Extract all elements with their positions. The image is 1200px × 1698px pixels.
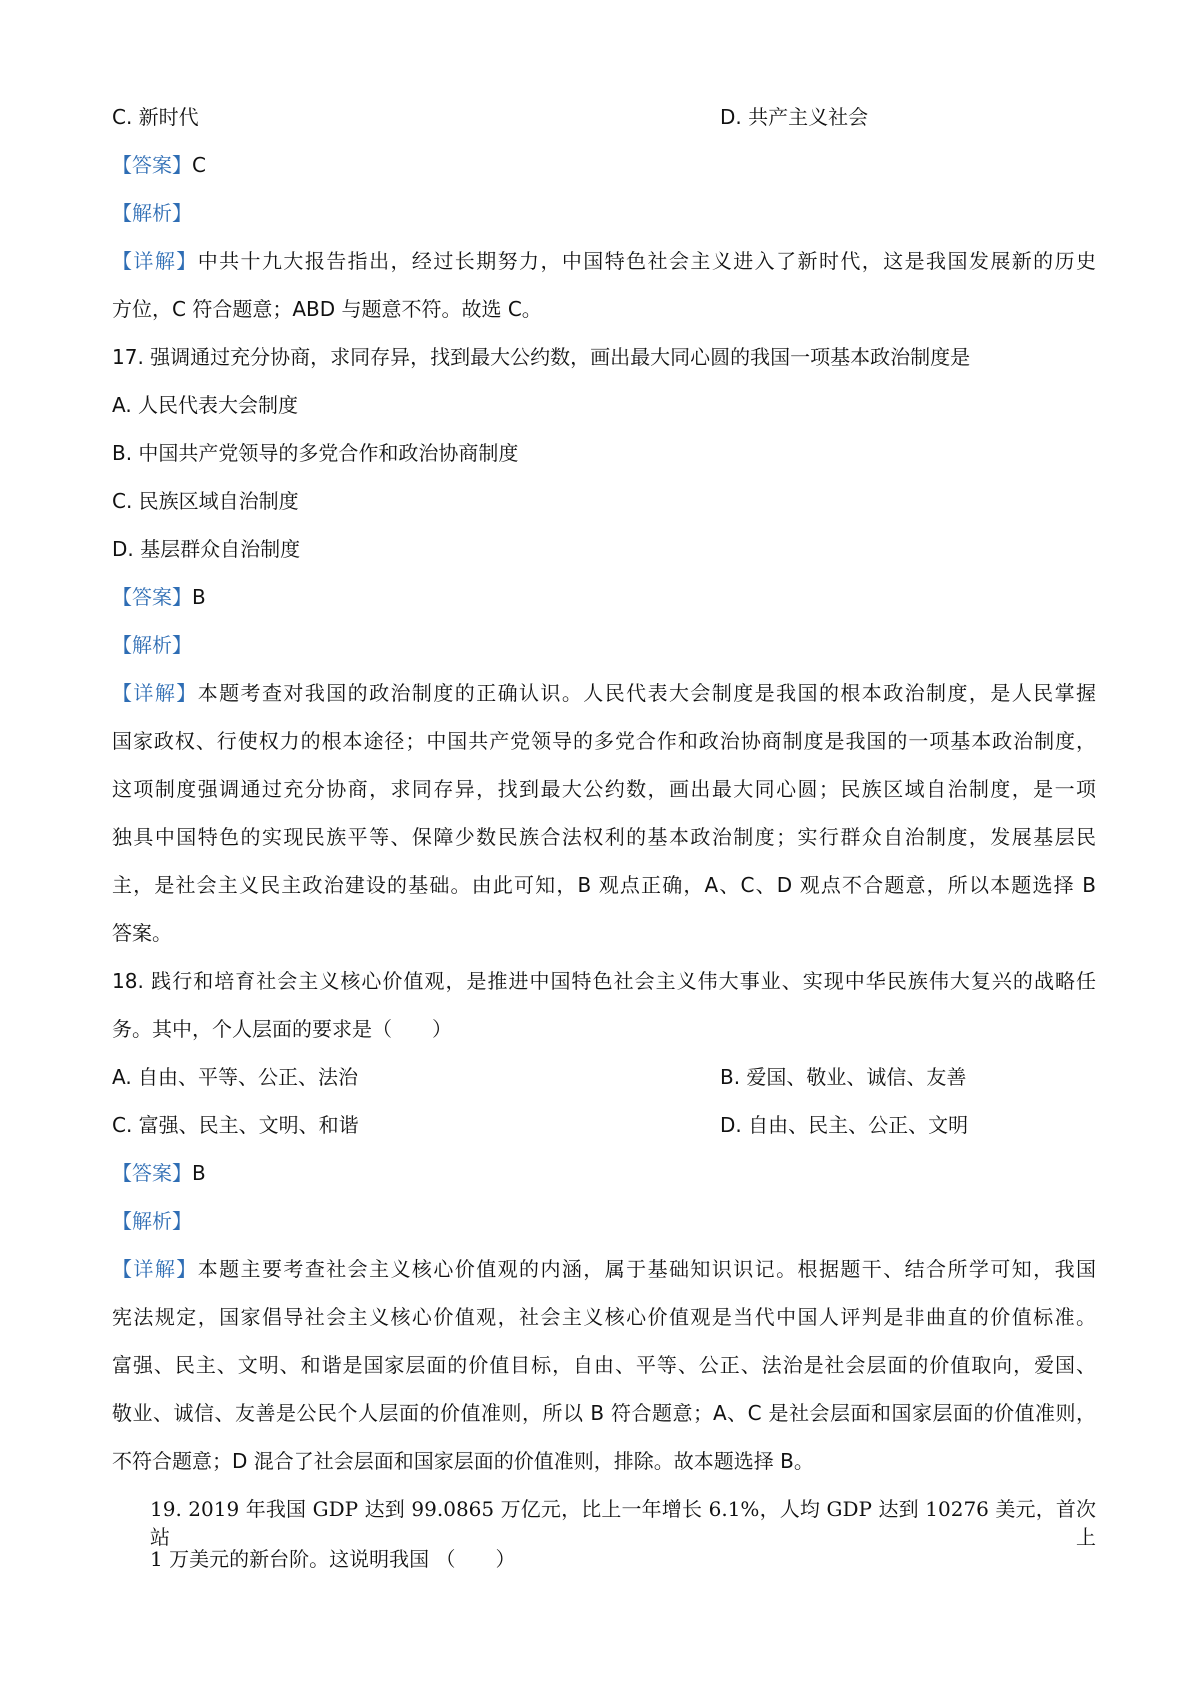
q16-answer: [112, 151, 206, 179]
detail-text: 中共十九大报告指出，经过长期努力，中国特色社会主义进入了新时代，这是我国发展新的历史: [197, 249, 1097, 273]
q18-detail-line: 富强、民主、文明、和谐是国家层面的价值目标，自由、平等、公正、法治是社会层面的价值取向，爱国、: [112, 1353, 1096, 1377]
q16-analysis: [112, 199, 192, 227]
q16-option-c: C. 新时代: [112, 105, 199, 129]
q16-option-row: [112, 103, 869, 131]
q18-analysis: [112, 1207, 192, 1235]
detail-tag: 【详解】: [112, 1257, 198, 1281]
q17-detail-line: [112, 679, 1096, 707]
q18-detail-line: 不符合题意；D 混合了社会层面和国家层面的价值准则，排除。故本题选择 B。: [112, 1449, 814, 1473]
q17-detail-line: 独具中国特色的实现民族平等、保障少数民族合法权利的基本政治制度；实行群众自治制度，发展基层民: [112, 825, 1096, 849]
answer-value: C: [192, 153, 206, 177]
analysis-tag: 【解析】: [112, 201, 192, 225]
answer-tag: 【答案】: [112, 585, 192, 609]
q18-option-b: B. 爱国、敬业、诚信、友善: [720, 1065, 967, 1089]
answer-tag: 【答案】: [112, 1161, 192, 1185]
q16-detail-line: [112, 247, 1096, 275]
q17-option-a: A. 人民代表大会制度: [112, 393, 299, 417]
q17-detail-line: 这项制度强调通过充分协商，求同存异，找到最大公约数，画出最大同心圆；民族区域自治制度，是一项: [112, 777, 1096, 801]
q16-option-d: D. 共产主义社会: [720, 105, 869, 129]
q17-option-d: D. 基层群众自治制度: [112, 537, 301, 561]
q18-stem-line: 务。其中，个人层面的要求是（ ）: [112, 1017, 452, 1041]
answer-value: B: [192, 1161, 206, 1185]
detail-text: 本题主要考查社会主义核心价值观的内涵，属于基础知识识记。根据题干、结合所学可知，我国: [197, 1257, 1097, 1281]
q18-stem-line: 18. 践行和培育社会主义核心价值观，是推进中国特色社会主义伟大事业、实现中华民族伟大复兴的战略任: [112, 969, 1096, 993]
q17-answer: [112, 583, 206, 611]
q18-detail-line: 宪法规定，国家倡导社会主义核心价值观，社会主义核心价值观是当代中国人评判是非曲直的价值标准。: [112, 1305, 1096, 1329]
q18-option-d: D. 自由、民主、公正、文明: [720, 1113, 969, 1137]
q17-detail-line: 答案。: [112, 921, 172, 945]
q17-option-b: B. 中国共产党领导的多党合作和政治协商制度: [112, 441, 519, 465]
q17-detail-line: 国家政权、行使权力的根本途径；中国共产党领导的多党合作和政治协商制度是我国的一项基本政治制度，: [112, 729, 1096, 753]
q17-stem: 17. 强调通过充分协商，求同存异，找到最大公约数，画出最大同心圆的我国一项基本政治制度是: [112, 345, 971, 369]
q17-option-c: C. 民族区域自治制度: [112, 489, 299, 513]
q18-answer: [112, 1159, 206, 1187]
answer-tag: 【答案】: [112, 153, 192, 177]
q17-analysis: [112, 631, 192, 659]
q18-option-row: [112, 1063, 967, 1091]
analysis-tag: 【解析】: [112, 633, 192, 657]
answer-value: B: [192, 585, 206, 609]
q18-option-c: C. 富强、民主、文明、和谐: [112, 1113, 359, 1137]
analysis-tag: 【解析】: [112, 1209, 192, 1233]
q18-option-row: [112, 1111, 969, 1139]
q18-detail-line: 敬业、诚信、友善是公民个人层面的价值准则，所以 B 符合题意；A、C 是社会层面和国家层面的价值准则，: [112, 1401, 1096, 1425]
detail-tag: 【详解】: [112, 681, 198, 705]
q16-detail-line: 方位，C 符合题意；ABD 与题意不符。故选 C。: [112, 297, 542, 321]
detail-text: 本题考查对我国的政治制度的正确认识。人民代表大会制度是我国的根本政治制度，是人民掌握: [197, 681, 1097, 705]
q19-stem-line: 19. 2019 年我国 GDP 达到 99.0865 万亿元，比上一年增长 6.1%，人均 GDP 达到 10276 美元，首次站上: [150, 1497, 1096, 1549]
detail-tag: 【详解】: [112, 249, 198, 273]
q17-detail-line: 主，是社会主义民主政治建设的基础。由此可知，B 观点正确，A、C、D 观点不合题意，所以本题选择 B: [112, 873, 1096, 897]
q18-option-a: A. 自由、平等、公正、法治: [112, 1065, 359, 1089]
q18-detail-line: [112, 1255, 1096, 1283]
q19-stem-line: 1 万美元的新台阶。这说明我国 （ ）: [150, 1547, 516, 1571]
